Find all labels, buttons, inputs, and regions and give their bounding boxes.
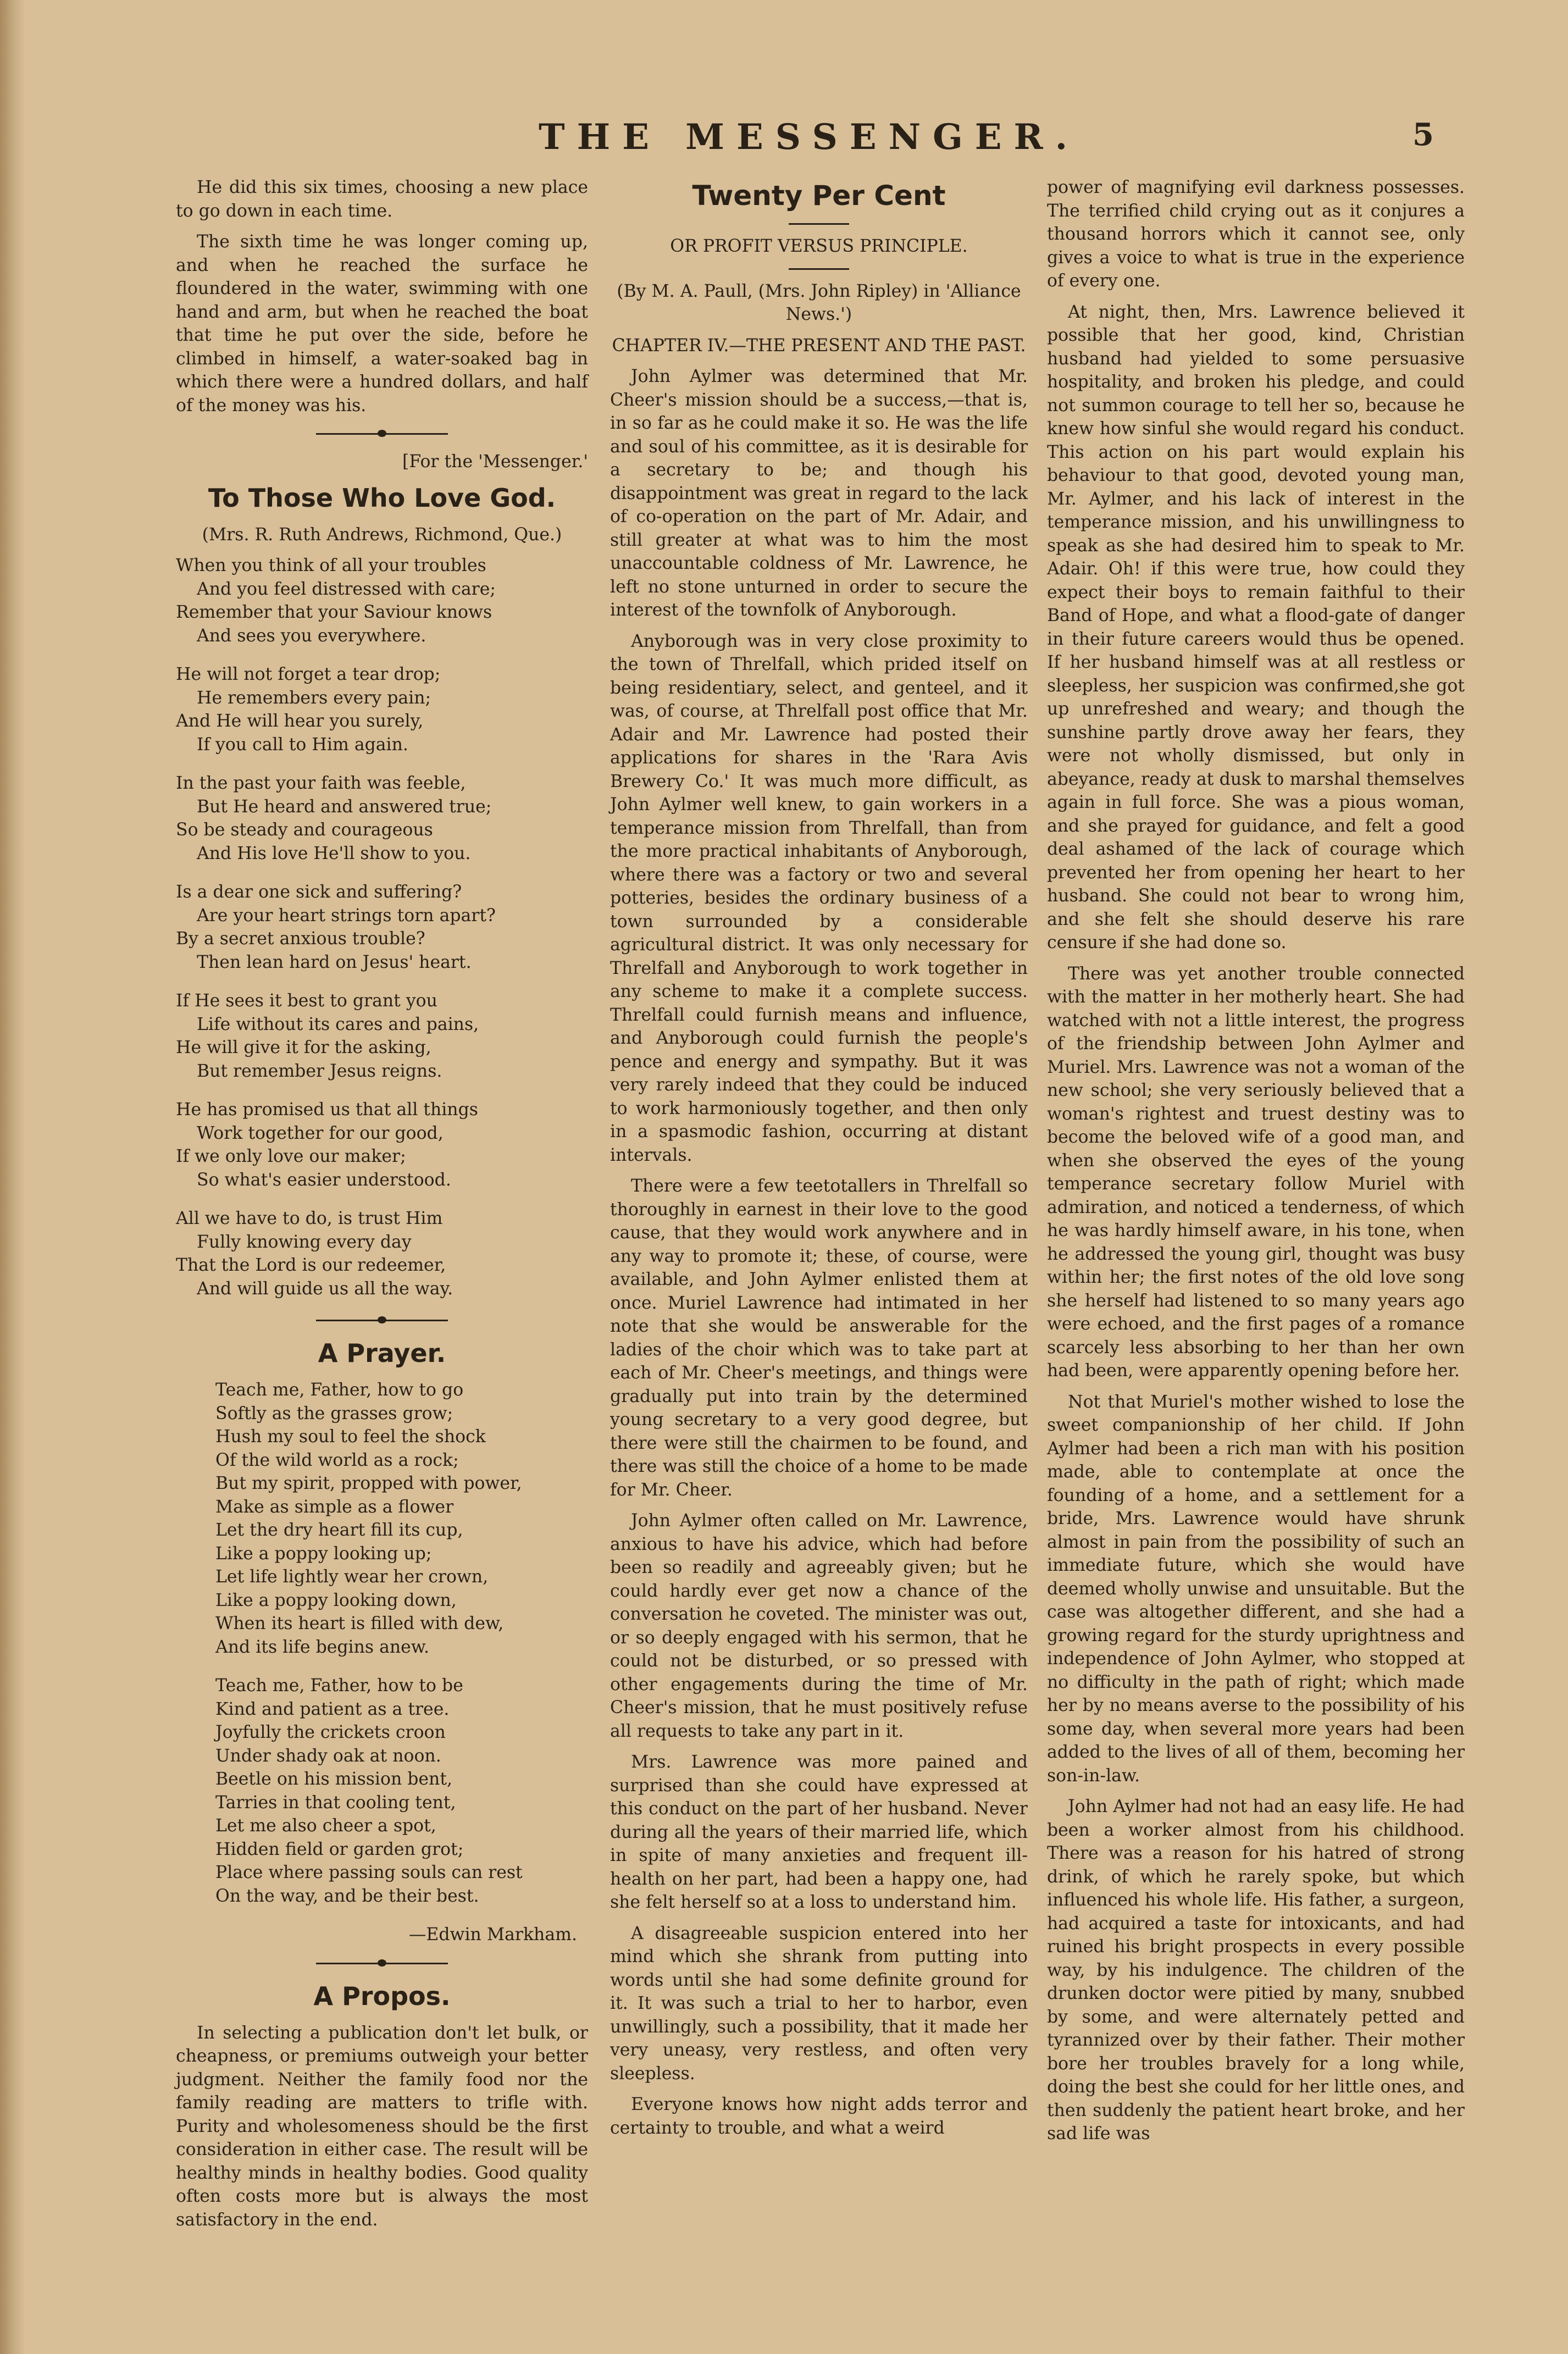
poem-line: He has promised us that all things: [176, 1100, 478, 1120]
title-rule: [789, 223, 849, 225]
column-3: [1047, 176, 1465, 2153]
poem-stanza: [176, 772, 588, 865]
section-divider: [316, 1316, 448, 1325]
prayer-line: Make as simple as a flower: [215, 1497, 454, 1517]
prayer-line: Teach me, Father, how to go: [215, 1380, 464, 1400]
prayer-signature: —Edwin Markham.: [408, 1925, 577, 1945]
article-paragraph: Not that Muriel's mother wished to lose the sweet companionship of her child. If John Aylmer had been a rich man with his position made, able to contemplate at once the founding of a home, and a settlement for a bride, Mrs. Lawrence would have shrunk almost in pain from the possibility of such an immediate future, which she would have deemed wholly unwise and unsuitable. But the case was altogether different, and she had a growing regard for the sturdy uprightness and independence of John Aylmer, who stopped at no difficulty in the path of right; which made her by no means averse to the possibility of his some day, when several more years had been added to the lives of all of them, becoming her son-in-law.: [1047, 1392, 1465, 1786]
poem-line: Remember that your Saviour knows: [176, 602, 492, 622]
article-paragraph: There were a few teetotallers in Threlfall so thoroughly in earnest in their love to the good cause, that they would work anywhere and in any way to promote it; these, of course, were available, and John Aylmer enlisted them at once. Muriel Lawrence had intimated in her note that she would be answerable for the ladies of the choir which was to take part at each of Mr. Cheer's meetings, and things were gradually put into train by the determined young secretary to a very good degree, but there were still the chairmen to be found, and there was still the choice of a home to be made for Mr. Cheer.: [610, 1176, 1028, 1500]
prayer-line: Let me also cheer a spot,: [215, 1816, 436, 1836]
poem-stanza: [176, 1207, 588, 1300]
article-paragraph: John Aylmer had not had an easy life. He had been a worker almost from his childhood. There was a reason for his hatred of strong drink, of which he rarely spoke, but which influenced his whole life. His father, a surgeon, had acquired a taste for intoxicants, and had ruined his bright prospects in every possible way, by his indulgence. The children of the drunken doctor were pitied by many, snubbed by some, and were alternately petted and tyrannized over by their father. Their mother bore her troubles bravely for a long while, doing the best she could for her little ones, and then suddenly the patient heart broke, and her sad life was: [1047, 1797, 1465, 2143]
article-paragraph: There was yet another trouble connected with the matter in her motherly heart. She had watched with not a little interest, the progress of the friendship between John Aylmer and Muriel. Mrs. Lawrence was not a woman of the new school; she very seriously believed that a woman's rightest and truest destiny was to become the beloved wife of a good man, and when she observed the eyes of the young temperance secretary follow Muriel with admiration, and noticed a tenderness, of which he was hardly himself aware, in his tone, when he addressed the young girl, thought was busy within her; the first notes of the old love song she herself had listened to so many years ago were echoed, and the first pages of a romance scarcely less absorbing to her than her own had been, were apparently opening before her.: [1047, 963, 1465, 1381]
prayer-line: Hidden field or garden grot;: [215, 1839, 464, 1859]
article-paragraph: Anyborough was in very close proximity to the town of Threlfall, which prided itself on being residentiary, select, and genteel, and it was, of course, at Threlfall post office that Mr. Adair and Mr. Lawrence had posted their applications for shares in the 'Rara Avis Brewery Co.' It was much more difficult, as John Aylmer well knew, to gain workers in a temperance mission from Threlfall, than from the more practical inhabitants of Anyborough, where there was a factory or two and several potteries, besides the ordinary business of a town surrounded by a considerable agricultural district. It was only necessary for Threlfall and Anyborough to work together in any scheme to make it a complete success. Threlfall could furnish means and influence, and Anyborough could furnish the people's pence and energy and sympathy. But it was very rarely indeed that they could be induced to work harmoniously together, and then only in a spasmodic fashion, occurring at distant intervals.: [610, 631, 1028, 1165]
poem-line: He will not forget a tear drop;: [176, 664, 441, 684]
prayer-line: Like a poppy looking down,: [215, 1590, 457, 1610]
poem-line: If we only love our maker;: [176, 1146, 406, 1166]
poem-stanza: [176, 989, 588, 1083]
poem-line: But remember Jesus reigns.: [197, 1061, 442, 1081]
article-subtitle: OR PROFIT VERSUS PRINCIPLE.: [670, 236, 968, 256]
apropos-title: A Propos.: [313, 1981, 451, 2011]
prayer-line: Teach me, Father, how to be: [215, 1676, 463, 1696]
article-paragraph: Mrs. Lawrence was more pained and surprised than she could have expressed at this conduct on the part of her husband. Never during all the years of their married life, which in spite of many anxieties and frequent ill-health on her part, had been a happy one, had she felt herself so at a loss to understand him.: [610, 1752, 1028, 1912]
poem-line: And sees you everywhere.: [197, 625, 426, 646]
poem-line: And you feel distressed with care;: [197, 579, 496, 599]
prayer-line: Let life lightly wear her crown,: [215, 1567, 489, 1587]
story-ending-p1: He did this six times, choosing a new place to go down in each time.: [176, 178, 588, 221]
prayer-body: [176, 1378, 588, 1908]
article-paragraph: power of magnifying evil darkness possesses. The terrified child crying out as it conjures a thousand horrors which it cannot see, only gives a voice to what is true in the experience of every one.: [1047, 178, 1465, 291]
prayer-line: On the way, and be their best.: [215, 1886, 479, 1906]
poem-line: But He heard and answered true;: [197, 796, 492, 817]
prayer-line: When its heart is filled with dew,: [215, 1614, 504, 1633]
column-2: [610, 176, 1028, 2147]
poem-source-note: [For the 'Messenger.': [402, 452, 588, 472]
column-1: [176, 176, 588, 2239]
poem-line: All we have to do, is trust Him: [176, 1209, 443, 1228]
article-paragraph: John Aylmer often called on Mr. Lawrence, anxious to have his advice, which had before been so readily and agreeably given; but he could hardly ever get now a chance of the conversation he coveted. The minister was out, or so deeply engaged with his sermon, that he could not be disturbed, or so pressed with other engagements during the time of Mr. Cheer's mission, that he must positively refuse all requests to take any part in it.: [610, 1511, 1028, 1741]
poem-title: To Those Who Love God.: [208, 483, 556, 513]
apropos-text: In selecting a publication don't let bulk, or cheapness, or premiums outweigh your better judgment. Neither the family food nor the family reading are matters to trifle with. Purity and wholesomeness should be the first consideration in either case. The result will be healthy minds in healthy bodies. Good quality often costs more but is always the most satisfactory in the end.: [176, 2023, 588, 2230]
section-divider: [316, 1959, 448, 1968]
prayer-line: Let the dry heart fill its cup,: [215, 1520, 463, 1540]
poem-line: And will guide us all the way.: [197, 1278, 453, 1299]
story-ending-p2: The sixth time he was longer coming up, and when he reached the surface he floundered in the water, swimming with one hand and arm, but when he reached the boat that time he put over the side, before he climbed in himself, a water-soaked bag in which there were a hundred dollars, and half of the money was his.: [176, 232, 588, 416]
poem-line: He will give it for the asking,: [176, 1038, 431, 1057]
poem-stanza: [176, 663, 588, 756]
prayer-line: Place where passing souls can rest: [215, 1863, 523, 1882]
prayer-line: Like a poppy looking up;: [215, 1543, 432, 1564]
poem-stanza: [176, 1098, 588, 1192]
prayer-line: Kind and patient as a tree.: [215, 1699, 450, 1719]
article-paragraph: John Aylmer was determined that Mr. Cheer's mission should be a success,—that is, in so far as he could make it so. He was the life and soul of his committee, as it is desirable for a secretary to be; and though his disappointment was great in regard to the lack of co-operation on the part of Mr. Adair, and still greater at what was to him the most unaccountable coldness of Mr. Lawrence, he left no stone unturned in order to secure the interest of the townfolk of Anyborough.: [610, 367, 1028, 620]
prayer-line: Beetle on his mission bent,: [215, 1769, 453, 1789]
subtitle-rule: [789, 268, 849, 270]
prayer-line: Softly as the grasses grow;: [215, 1403, 453, 1424]
poem-line: That the Lord is our redeemer,: [176, 1255, 446, 1275]
poem-byline: (Mrs. R. Ruth Andrews, Richmond, Que.): [202, 524, 562, 545]
poem-line: So what's easier understood.: [197, 1170, 451, 1190]
poem-line: In the past your faith was feeble,: [176, 773, 466, 793]
prayer-line: Joyfully the crickets croon: [215, 1722, 446, 1742]
prayer-line: Of the wild world as a rock;: [215, 1450, 459, 1470]
article-paragraph: A disagreeable suspicion entered into her mind which she shrank from putting into words until she had some definite ground for it. It was such a trial to her to harbor, even unwillingly, such a possibility, that it made her very uneasy, very restless, and often very sleepless.: [610, 1923, 1028, 2084]
poem-stanza: [176, 880, 588, 974]
poem-line: Life without its cares and pains,: [197, 1014, 479, 1034]
poem-line: Is a dear one sick and suffering?: [176, 882, 462, 902]
masthead: THE MESSENGER.: [539, 117, 1079, 158]
prayer-title: A Prayer.: [318, 1338, 446, 1368]
prayer-line: And its life begins anew.: [215, 1637, 430, 1657]
poem-line: So be steady and courageous: [176, 820, 433, 840]
prayer-line: Hush my soul to feel the shock: [215, 1427, 486, 1447]
poem-line: If you call to Him again.: [197, 734, 408, 755]
poem-line: And His love He'll show to you.: [197, 843, 471, 863]
poem-line: When you think of all your troubles: [176, 556, 486, 575]
chapter-heading: CHAPTER IV.—THE PRESENT AND THE PAST.: [612, 335, 1026, 356]
article-title: Twenty Per Cent: [692, 180, 946, 212]
prayer-stanza: [176, 1378, 588, 1659]
prayer-line: Tarries in that cooling tent,: [215, 1792, 456, 1813]
page-header: [0, 110, 1568, 159]
poem-line: Work together for our good,: [197, 1123, 444, 1143]
poem-line: By a secret anxious trouble?: [176, 929, 425, 949]
page-number: 5: [1412, 117, 1434, 153]
poem-line: Then lean hard on Jesus' heart.: [197, 952, 472, 972]
poem-line: If He sees it best to grant you: [176, 991, 437, 1011]
poem-line: And He will hear you surely,: [176, 711, 424, 731]
poem-line: He remembers every pain;: [197, 688, 431, 708]
prayer-line: Under shady oak at noon.: [215, 1746, 441, 1766]
article-paragraph: At night, then, Mrs. Lawrence believed it possible that her good, kind, Christian husband had yielded to some persuasive hospitality, and broken his pledge, and could not summon courage to tell her so, because he knew how sinful she would regard his conduct. This action on his part would explain his behaviour to that good, devoted young man, Mr. Aylmer, and his lack of interest in the temperance mission, and his unwillingness to speak as she had desired him to speak to Mr. Adair. Oh! if this were true, how could they expect their boys to remain faithful to their Band of Hope, and what a flood-gate of danger in their future careers would thus be opened. If her husband himself was at all restless or sleepless, her suspicion was confirmed,she got up unrefreshed and weary; and though the sunshine partly drove away her fears, they were not wholly dismissed, but only in abeyance, ready at dusk to marshal themselves again in full force. She was a pious woman, and she prayed for guidance, and felt a good deal ashamed of the lack of courage which prevented her from opening her heart to her husband. She could not bear to wrong him, and she felt she should deserve his rare censure if she had done so.: [1047, 302, 1465, 952]
poem-body: [176, 554, 588, 1300]
poem-stanza: [176, 554, 588, 647]
poem-line: Are your heart strings torn apart?: [197, 905, 496, 926]
section-divider: [316, 429, 448, 438]
prayer-stanza: [176, 1674, 588, 1908]
page-edge-shadow: [0, 0, 25, 2354]
article-byline: (By M. A. Paull, (Mrs. John Ripley) in 'Alliance News.'): [617, 281, 1021, 324]
poem-line: Fully knowing every day: [197, 1232, 412, 1252]
prayer-line: But my spirit, propped with power,: [215, 1474, 522, 1493]
article-paragraph: Everyone knows how night adds terror and certainty to trouble, and what a weird: [610, 2095, 1028, 2138]
